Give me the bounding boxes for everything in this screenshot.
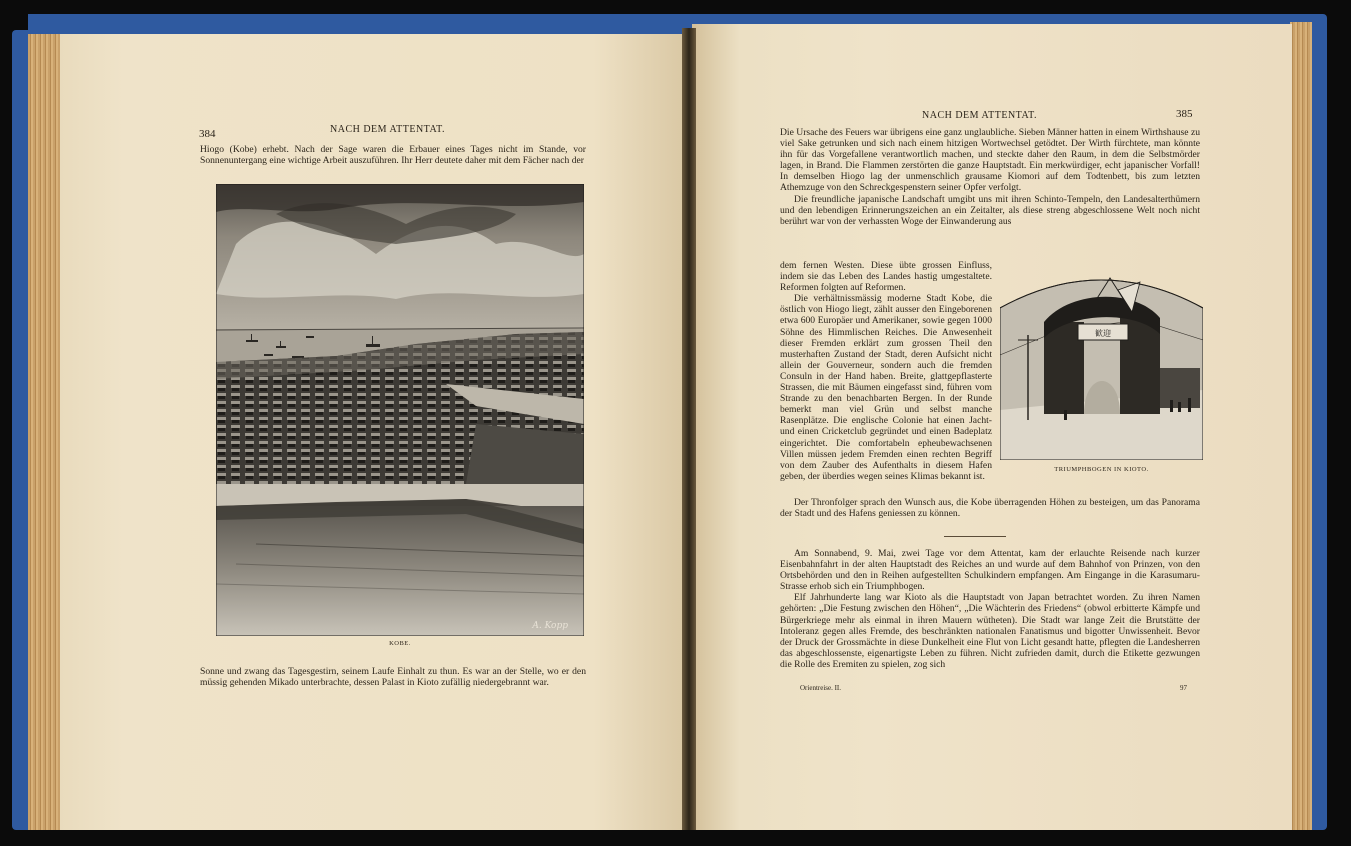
arch-sign-text: 歓迎 bbox=[1095, 329, 1111, 338]
para-kobe-city: Die verhältnissmässig moderne Stadt Kobe, die östlich von Hiogo liegt, zählt ausser den Eingeborenen etwa 600 Europäer und Amerikaner, sowie gegen 1000 Söhne des Himmlischen Reiches. Die Anwesenheit dieser Fremden erklärt zum grossen Theil den musterhaften Zustand der Stadt, deren Aufsicht nicht allein der Gouverneur, sondern auch die fremden Consuln in der Hand haben. Breite, glattgepflasterte Strassen, die mit Bäumen eingefasst sind, führen vom Strande zu den benachbarten Bergen. In der Runde bemerkt man viel Grün und selbst manche Rasenplätze. Die englische Colonie hat einen Jacht- und einen Cricketclub gegründet und einen Badeplatz eingerichtet. Die comfortabeln epheubewachsenen Villen müssen jedem Fremden einen rechten Begriff von dem Zauber des Aufenthalts in diesem Hafen geben, der überdies wegen seines Klimas bekannt ist. bbox=[780, 293, 992, 482]
footer-signature-mark: 97 bbox=[1180, 684, 1187, 692]
para-landscape: Die freundliche japanische Landschaft umgibt uns mit ihren Schinto-Tempeln, den Landesalterthümern und den lebendigen Erinnerungszeichen an ein Zeitalter, als diese streng abgeschlossene Welt noch nicht berührt war von der verhassten Woge der Einwanderung aus bbox=[780, 193, 1200, 227]
kobe-engraving bbox=[216, 184, 584, 636]
right-page-number: 385 bbox=[1176, 108, 1193, 120]
para-reform: dem fernen Westen. Diese übte grossen Einfluss, indem sie das Leben des Landes hastig umgestaltete. Reformen folgten auf Reformen. bbox=[780, 260, 992, 294]
left-top-paragraph bbox=[200, 144, 586, 166]
book-gutter bbox=[682, 28, 696, 830]
right-running-head: NACH DEM ATTENTAT. bbox=[922, 110, 1037, 121]
arch-caption: TRIUMPHBOGEN IN KIOTO. bbox=[1054, 466, 1149, 473]
right-para-thronfolger bbox=[780, 497, 1200, 519]
para-thronfolger: Der Thronfolger sprach den Wunsch aus, die Kobe überragenden Höhen zu besteigen, um das Panorama der Stadt und des Hafens geniessen zu können. bbox=[780, 497, 1200, 520]
right-narrow-column bbox=[780, 260, 992, 482]
left-bottom-text: Sonne und zwang das Tagesgestirn, seinem Laufe Einhalt zu thun. Es war an der Stelle, wo er den müssig gehenden Mikado unterbrachte, dessen Palast in Kioto zufällig niedergebrannt war. bbox=[200, 666, 586, 689]
left-top-text: Hiogo (Kobe) erhebt. Nach der Sage waren die Erbauer eines Tages nicht im Stande, vor Sonnenuntergang eine wichtige Arbeit auszuführen. Ihr Herr deutete daher mit dem Fächer nach der bbox=[200, 144, 586, 167]
left-page-number: 384 bbox=[199, 128, 216, 140]
section-divider bbox=[944, 536, 1006, 537]
kobe-caption: KOBE. bbox=[389, 640, 411, 647]
para-fire-cause: Die Ursache des Feuers war übrigens eine ganz unglaubliche. Sieben Männer hatten in einem Wirthshause zu viel Sake getrunken und sich nach einem hitzigen Wortwechsel getödtet. Der Wirth fürchtete, man könnte ihn für das Vorgefallene verantwortlich machen, und steckte daher den Raum, in dem die Selbstmörder lagen, in Brand. Die Flammen zerstörten die ganze Hauptstadt. Ein merkwürdiger, echt japanischer Vorfall! In demselben Hiogo lag der unmenschlich grausame Kiomori auf dem Todtenbett, bis zum letzten Athemzuge von den Schreckgespenstern seiner Opfer verfolgt. bbox=[780, 127, 1200, 194]
footer-book-title: Orientreise. II. bbox=[800, 684, 842, 692]
page-edges-right bbox=[1290, 22, 1312, 830]
para-arrival: Am Sonnabend, 9. Mai, zwei Tage vor dem Attentat, kam der erlauchte Reisende nach kurzer Eisenbahnfahrt in der alten Hauptstadt des Reiches an und wurde auf dem Bahnhof von Prinzen, von den Ortsbehörden und den in Reihen aufgestellten Schulkindern empfangen. Am Eingange in die Karasumaru-Strasse erhob sich ein Triumphbogen. bbox=[780, 548, 1200, 593]
artist-signature: A. Kopp bbox=[532, 621, 568, 631]
para-kioto-history: Elf Jahrhunderte lang war Kioto als die Hauptstadt von Japan betrachtet worden. Zu ihren Namen gehörten: „Die Festung zwischen den Höhen“, „Die Wächterin des Friedens“ (obwol erbitterte Kämpfe und Bürgerkriege mehr als einmal in ihren Mauern wütheten). Die Stadt war lange Zeit die Brutstätte der Intoleranz gegen alles Fremde, des beschränkten nationalen Fanatismus und bigotter Unwissenheit. Bevor der Druck der Grossmächte in diese Dunkelheit eine Flut von Licht gesandt hatte, pflegten die Landesherren das abgeschlossenste, eigenartigste Leben zu führen. Nicht zufrieden damit, durch die Etikette gezwungen die Rolle des Eremiten zu spielen, zog sich bbox=[780, 592, 1200, 670]
right-paragraphs-bottom bbox=[780, 548, 1200, 670]
triumph-arch-engraving bbox=[1000, 260, 1203, 460]
left-running-head: NACH DEM ATTENTAT. bbox=[330, 124, 445, 135]
left-bottom-paragraph bbox=[200, 666, 586, 688]
right-paragraphs-top bbox=[780, 127, 1200, 227]
